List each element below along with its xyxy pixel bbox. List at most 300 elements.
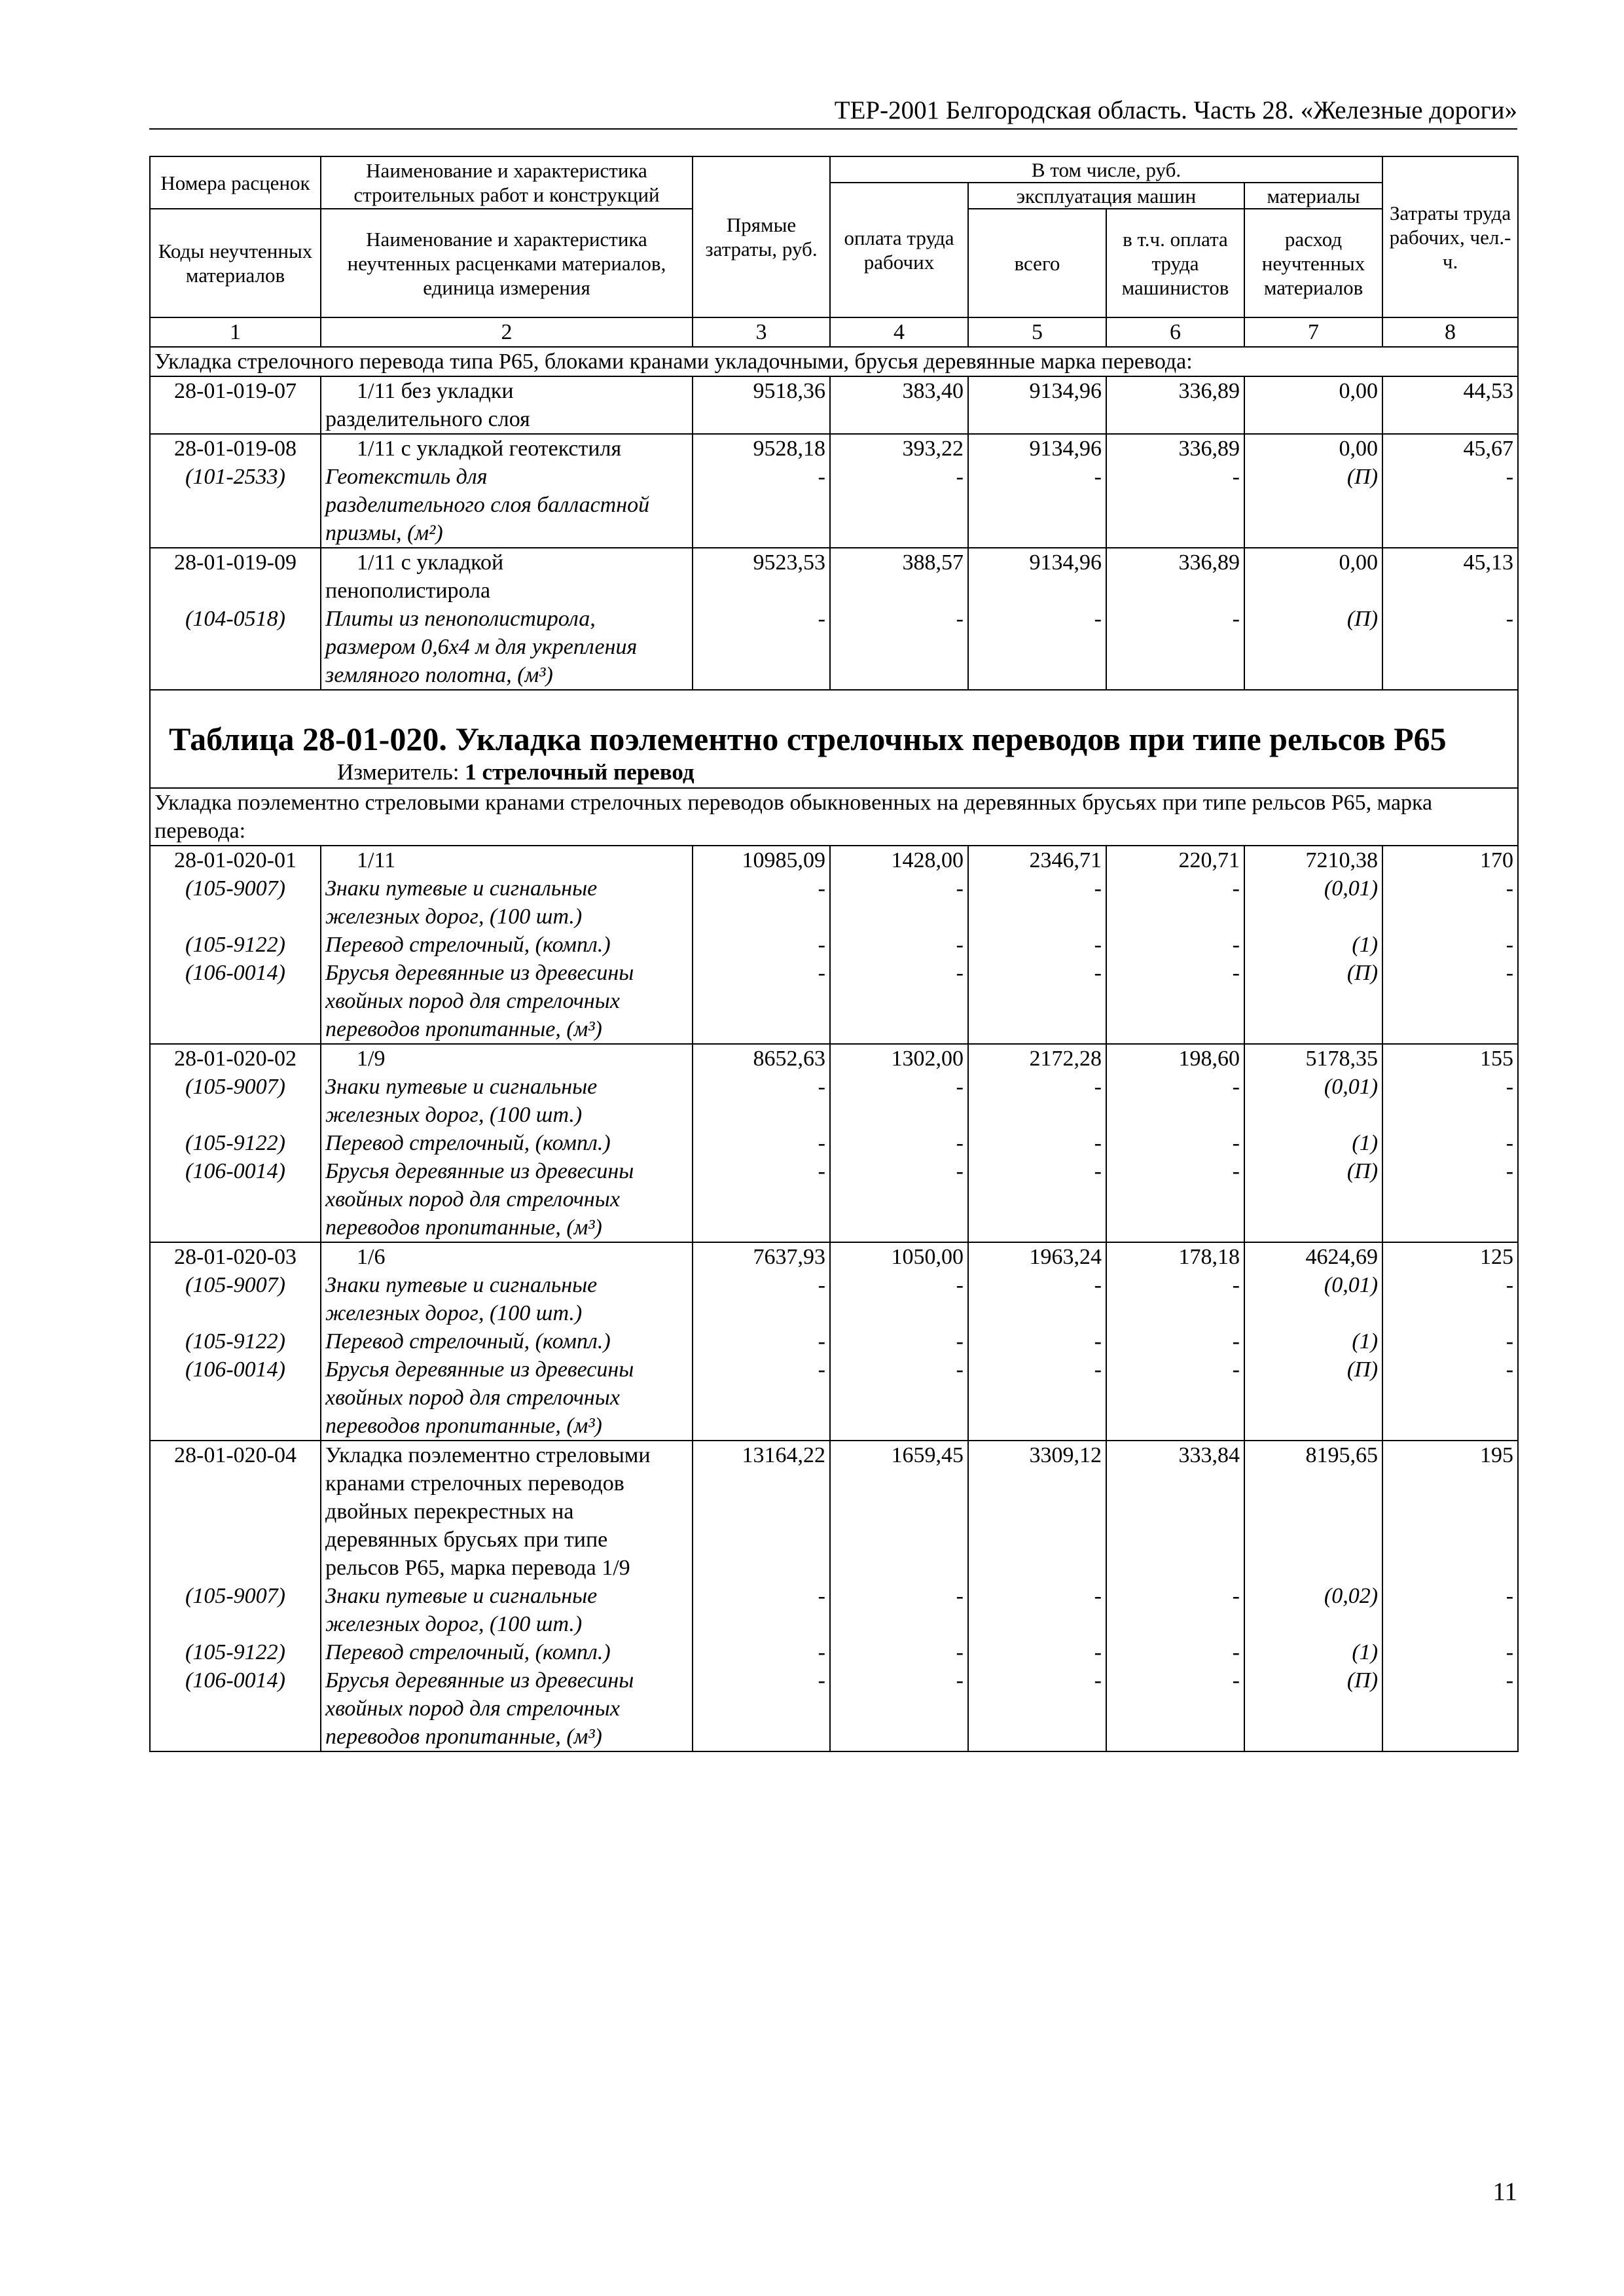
rate-name-line: деревянных брусьях при типе [325, 1528, 608, 1552]
spacer [1111, 1185, 1240, 1213]
value: 2172,28 [1029, 1047, 1102, 1071]
material-name-line: переводов пропитанные, (м³) [325, 1725, 602, 1749]
spacer [835, 1526, 964, 1554]
spacer [1249, 1015, 1378, 1043]
material-name-line: Брусья деревянные из древесины [325, 1159, 634, 1183]
value: 0,00 [1339, 437, 1379, 461]
spacer [1387, 1101, 1513, 1129]
spacer [154, 1526, 316, 1554]
rate-code [150, 434, 321, 548]
value: 0,00 [1339, 379, 1379, 403]
labor-costs [1382, 376, 1518, 434]
spacer [1249, 1213, 1378, 1242]
rate-name [321, 548, 693, 690]
value: 10985,09 [742, 848, 825, 872]
spacer [1111, 1610, 1240, 1638]
spacer [697, 1213, 825, 1242]
spacer [697, 1469, 825, 1498]
material-value: (П) [1346, 961, 1379, 985]
spacer [1249, 987, 1378, 1015]
spacer [154, 519, 316, 547]
spacer [697, 1723, 825, 1751]
column-number: 2 [321, 317, 693, 347]
value: 336,89 [1178, 379, 1240, 403]
spacer [154, 1101, 316, 1129]
material-name-line: Перевод стрелочный, (компл.) [325, 1131, 611, 1155]
spacer [1249, 1412, 1378, 1440]
spacer [973, 1412, 1102, 1440]
spacer [973, 987, 1102, 1015]
material-code: (105-9007) [185, 1584, 285, 1608]
spacer [154, 491, 316, 519]
spacer [154, 1384, 316, 1412]
rate-name-line: двойных перекрестных на [325, 1499, 574, 1524]
material-value: - [1094, 876, 1102, 901]
spacer [1387, 1299, 1513, 1327]
rate-number: 28-01-020-01 [174, 848, 297, 872]
machines-total [968, 548, 1106, 690]
material-value: (0,01) [1324, 1075, 1379, 1099]
spacer [154, 1554, 316, 1582]
material-value: - [956, 1075, 964, 1099]
material-value: - [1506, 465, 1514, 489]
material-value: - [1506, 1640, 1514, 1664]
spacer [1387, 633, 1513, 661]
spacer [973, 1299, 1102, 1327]
material-value: - [956, 1668, 964, 1693]
column-number: 4 [830, 317, 968, 347]
measure-label: Измеритель: [337, 759, 460, 785]
value: 1963,24 [1029, 1245, 1102, 1269]
spacer [973, 491, 1102, 519]
material-value: (П) [1346, 1159, 1379, 1183]
material-name-line: разделительного слоя балластной [325, 493, 650, 517]
spacer [1249, 1469, 1378, 1498]
material-code: (105-9122) [185, 1131, 285, 1155]
spacer [697, 1412, 825, 1440]
table-body-019 [150, 347, 1518, 690]
rate-name-line: 1/11 с укладкой геотекстиля [357, 437, 622, 461]
spacer [1387, 1695, 1513, 1723]
spacer [973, 1101, 1102, 1129]
spacer [973, 633, 1102, 661]
material-value: (П) [1346, 607, 1379, 631]
material-value: - [1506, 607, 1514, 631]
spacer [154, 1695, 316, 1723]
material-name-line: размером 0,6х4 м для укрепления [325, 635, 638, 659]
material-name-line: железных дорог, (100 шт.) [325, 905, 583, 929]
material-name-line: Знаки путевые и сигнальные [325, 1584, 598, 1608]
material-name-line: Брусья деревянные из древесины [325, 961, 634, 985]
spacer [1111, 633, 1240, 661]
spacer [154, 1015, 316, 1043]
material-name-line: хвойных пород для стрелочных [325, 1696, 620, 1721]
header-materials: материалы [1244, 183, 1382, 209]
spacer [835, 1695, 964, 1723]
material-value: - [1506, 1075, 1514, 1099]
section-row [150, 347, 1518, 376]
material-code: (101-2533) [185, 465, 285, 489]
value: 2346,71 [1029, 848, 1102, 872]
spacer [835, 903, 964, 931]
spacer [1111, 987, 1240, 1015]
spacer [1111, 405, 1240, 433]
spacer [1249, 1723, 1378, 1751]
header-machinist-pay: в т.ч. оплата труда машинистов [1106, 209, 1244, 317]
spacer [1249, 661, 1378, 689]
material-name-line: железных дорог, (100 шт.) [325, 1103, 583, 1127]
material-value: - [818, 961, 825, 985]
spacer [835, 1723, 964, 1751]
table-title-block [150, 690, 1518, 788]
material-value: - [818, 876, 825, 901]
table-title: Таблица 28-01-020. Укладка поэлементно стрелочных переводов при типе рельсов Р65 [169, 721, 1447, 757]
rate-number: 28-01-019-08 [174, 437, 297, 461]
spacer [697, 1526, 825, 1554]
spacer [154, 987, 316, 1015]
spacer [1111, 1299, 1240, 1327]
rate-name-line: разделительного слоя [325, 407, 530, 431]
spacer [697, 987, 825, 1015]
spacer [1249, 633, 1378, 661]
spacer [1387, 1015, 1513, 1043]
rate-code [150, 548, 321, 690]
material-value: - [956, 1357, 964, 1382]
material-value: - [1094, 1273, 1102, 1297]
spacer [1387, 1469, 1513, 1498]
spacer [1387, 405, 1513, 433]
spacer [1249, 1185, 1378, 1213]
material-value: - [1094, 1075, 1102, 1099]
spacer [835, 633, 964, 661]
material-value: - [1094, 607, 1102, 631]
spacer [1111, 577, 1240, 605]
material-name-line: Брусья деревянные из древесины [325, 1668, 634, 1693]
section-title: Укладка стрелочного перевода типа Р65, блоками кранами укладочными, брусья деревянные марка перевода: [150, 347, 1518, 376]
spacer [1111, 1554, 1240, 1582]
rate-name-line: 1/6 [357, 1245, 386, 1269]
material-value: - [1506, 1668, 1514, 1693]
spacer [835, 491, 964, 519]
spacer [1249, 1526, 1378, 1554]
spacer [154, 903, 316, 931]
header-material-codes: Коды неучтенных материалов [150, 209, 321, 317]
spacer [154, 405, 316, 433]
table-header [150, 156, 1518, 347]
spacer [1387, 987, 1513, 1015]
material-value: - [1232, 933, 1240, 957]
value: 7637,93 [753, 1245, 825, 1269]
spacer [835, 1185, 964, 1213]
material-value: - [818, 933, 825, 957]
section-row [150, 788, 1518, 846]
material-value: - [1506, 1159, 1514, 1183]
material-value: - [1094, 933, 1102, 957]
material-value: - [1094, 465, 1102, 489]
spacer [154, 633, 316, 661]
spacer [1249, 1554, 1378, 1582]
value: 9134,96 [1029, 379, 1102, 403]
spacer [835, 1299, 964, 1327]
material-value: - [1094, 1640, 1102, 1664]
material-value: (П) [1346, 465, 1379, 489]
material-name-line: Знаки путевые и сигнальные [325, 876, 598, 901]
spacer [1387, 661, 1513, 689]
labor-costs [1382, 846, 1518, 1044]
material-name-line: переводов пропитанные, (м³) [325, 1215, 602, 1240]
spacer [697, 1101, 825, 1129]
column-number: 3 [693, 317, 830, 347]
machines-total [968, 1044, 1106, 1242]
material-value: (1) [1352, 1640, 1379, 1664]
material-value: (1) [1352, 1329, 1379, 1354]
material-value: - [1232, 1640, 1240, 1664]
material-value: (0,02) [1324, 1584, 1379, 1608]
value: 198,60 [1178, 1047, 1240, 1071]
spacer [1249, 519, 1378, 547]
rates-table [149, 156, 1519, 1752]
material-value: - [1232, 1075, 1240, 1099]
material-name-line: хвойных пород для стрелочных [325, 989, 620, 1013]
rate-number: 28-01-020-03 [174, 1245, 297, 1269]
rate-name-line: 1/11 без укладки [357, 379, 514, 403]
spacer [154, 661, 316, 689]
spacer [1111, 1101, 1240, 1129]
material-value: - [1094, 1357, 1102, 1382]
spacer [697, 405, 825, 433]
rate-name [321, 1441, 693, 1751]
rate-row [150, 1044, 1518, 1242]
spacer [154, 1213, 316, 1242]
spacer [835, 1610, 964, 1638]
material-name-line: Геотекстиль для [325, 465, 488, 489]
material-value: - [956, 1329, 964, 1354]
material-value: - [1094, 961, 1102, 985]
value: 9523,53 [753, 550, 825, 575]
value: 383,40 [902, 379, 964, 403]
spacer [1111, 491, 1240, 519]
spacer [154, 1610, 316, 1638]
material-value: (1) [1352, 933, 1379, 957]
spacer [1387, 1610, 1513, 1638]
material-value: (0,01) [1324, 876, 1379, 901]
spacer [973, 1469, 1102, 1498]
value: 125 [1480, 1245, 1514, 1269]
spacer [154, 1299, 316, 1327]
material-value: - [1232, 607, 1240, 631]
material-code: (106-0014) [185, 1357, 285, 1382]
material-value: - [818, 1668, 825, 1693]
running-head: ТЕР-2001 Белгородская область. Часть 28. «Железные дороги» [149, 96, 1517, 130]
direct-costs [693, 548, 830, 690]
value: 3309,12 [1029, 1443, 1102, 1467]
spacer [154, 1498, 316, 1526]
machines-total [968, 376, 1106, 434]
spacer [973, 1185, 1102, 1213]
materials-cost [1244, 376, 1382, 434]
rate-row [150, 1441, 1518, 1751]
header-labor-costs: Затраты труда рабочих, чел.-ч. [1382, 156, 1518, 317]
rate-code [150, 376, 321, 434]
value: 0,00 [1339, 550, 1379, 575]
column-number: 8 [1382, 317, 1518, 347]
direct-costs [693, 376, 830, 434]
spacer [697, 1695, 825, 1723]
material-value: - [1506, 961, 1514, 985]
spacer [1249, 903, 1378, 931]
spacer [1387, 1723, 1513, 1751]
rate-name-line: 1/11 с укладкой [357, 550, 504, 575]
material-name-line: Плиты из пенополистирола, [325, 607, 596, 631]
direct-costs [693, 1044, 830, 1242]
measure-line [151, 759, 1517, 787]
value: 9528,18 [753, 437, 825, 461]
material-value: - [818, 1584, 825, 1608]
spacer [1387, 1412, 1513, 1440]
materials-cost [1244, 846, 1382, 1044]
spacer [1249, 1299, 1378, 1327]
rate-number: 28-01-020-04 [174, 1443, 297, 1467]
material-code: (105-9007) [185, 1075, 285, 1099]
spacer [697, 1554, 825, 1582]
material-code: (104-0518) [185, 607, 285, 631]
value: 44,53 [1463, 379, 1514, 403]
materials-cost [1244, 1441, 1382, 1751]
material-value: - [1506, 1584, 1514, 1608]
rate-name-line: пенополистирола [325, 579, 491, 603]
spacer [1387, 1498, 1513, 1526]
machinist-pay [1106, 1044, 1244, 1242]
spacer [1249, 405, 1378, 433]
material-value: - [1232, 876, 1240, 901]
spacer [697, 577, 825, 605]
header-machines-total: всего [968, 209, 1106, 317]
rate-name-line: кранами стрелочных переводов [325, 1471, 624, 1496]
spacer [835, 577, 964, 605]
material-value: - [1232, 961, 1240, 985]
rate-name-line: 1/11 [357, 848, 396, 872]
machinist-pay [1106, 434, 1244, 548]
material-code: (105-9122) [185, 1640, 285, 1664]
spacer [973, 577, 1102, 605]
value: 7210,38 [1305, 848, 1379, 872]
material-value: - [818, 607, 825, 631]
spacer [1387, 1554, 1513, 1582]
rate-name [321, 846, 693, 1044]
value: 220,71 [1178, 848, 1240, 872]
material-value: - [956, 876, 964, 901]
material-value: - [956, 1584, 964, 1608]
value: 9134,96 [1029, 437, 1102, 461]
worker-pay [830, 1044, 968, 1242]
spacer [1387, 1384, 1513, 1412]
material-value: (0,01) [1324, 1273, 1379, 1297]
material-value: - [1232, 1131, 1240, 1155]
spacer [835, 1384, 964, 1412]
header-including: В том числе, руб. [830, 156, 1382, 183]
rate-code [150, 1242, 321, 1441]
spacer [973, 1723, 1102, 1751]
materials-cost [1244, 548, 1382, 690]
spacer [835, 1412, 964, 1440]
material-value: - [956, 607, 964, 631]
machinist-pay [1106, 1441, 1244, 1751]
material-value: - [818, 1357, 825, 1382]
labor-costs [1382, 434, 1518, 548]
value: 45,67 [1463, 437, 1514, 461]
rate-name-line: 1/9 [357, 1047, 386, 1071]
rate-code [150, 846, 321, 1044]
value: 8652,63 [753, 1047, 825, 1071]
material-code: (106-0014) [185, 1668, 285, 1693]
material-name-line: хвойных пород для стрелочных [325, 1386, 620, 1410]
material-value: - [956, 1159, 964, 1183]
spacer [973, 903, 1102, 931]
material-name-line: переводов пропитанные, (м³) [325, 1017, 602, 1041]
spacer [973, 1384, 1102, 1412]
rate-name [321, 1242, 693, 1441]
material-value: - [1506, 1329, 1514, 1354]
materials-cost [1244, 434, 1382, 548]
labor-costs [1382, 1242, 1518, 1441]
rate-name-line: Укладка поэлементно стреловыми [325, 1443, 651, 1467]
value: 9518,36 [753, 379, 825, 403]
value: 170 [1480, 848, 1514, 872]
spacer [835, 661, 964, 689]
material-code: (106-0014) [185, 1159, 285, 1183]
worker-pay [830, 548, 968, 690]
material-value: - [1232, 465, 1240, 489]
worker-pay [830, 846, 968, 1044]
worker-pay [830, 1441, 968, 1751]
header-rate-numbers: Номера расценок [150, 156, 321, 209]
spacer [1387, 1526, 1513, 1554]
header-machine-operation: эксплуатация машин [968, 183, 1244, 209]
rate-code [150, 1044, 321, 1242]
value: 393,22 [902, 437, 964, 461]
spacer [1387, 519, 1513, 547]
machines-total [968, 1242, 1106, 1441]
spacer [1249, 1610, 1378, 1638]
material-value: - [956, 465, 964, 489]
machinist-pay [1106, 1242, 1244, 1441]
value: 178,18 [1178, 1245, 1240, 1269]
spacer [1111, 1469, 1240, 1498]
rate-number: 28-01-019-07 [174, 379, 297, 403]
spacer [973, 1695, 1102, 1723]
material-value: - [818, 1131, 825, 1155]
labor-costs [1382, 548, 1518, 690]
material-value: (1) [1352, 1131, 1379, 1155]
table-body-020 [150, 788, 1518, 1751]
material-value: - [818, 1273, 825, 1297]
value: 336,89 [1178, 550, 1240, 575]
rate-row [150, 548, 1518, 690]
value: 1428,00 [891, 848, 964, 872]
spacer [973, 661, 1102, 689]
spacer [1111, 1526, 1240, 1554]
spacer [154, 1185, 316, 1213]
direct-costs [693, 1441, 830, 1751]
material-code: (105-9122) [185, 1329, 285, 1354]
spacer [1111, 1213, 1240, 1242]
rate-row [150, 376, 1518, 434]
spacer [1111, 661, 1240, 689]
material-value: - [1506, 1131, 1514, 1155]
material-name-line: Знаки путевые и сигнальные [325, 1273, 598, 1297]
header-material-names: Наименование и характеристика неучтенных расценками материалов, единица измерения [321, 209, 693, 317]
value: 45,13 [1463, 550, 1514, 575]
